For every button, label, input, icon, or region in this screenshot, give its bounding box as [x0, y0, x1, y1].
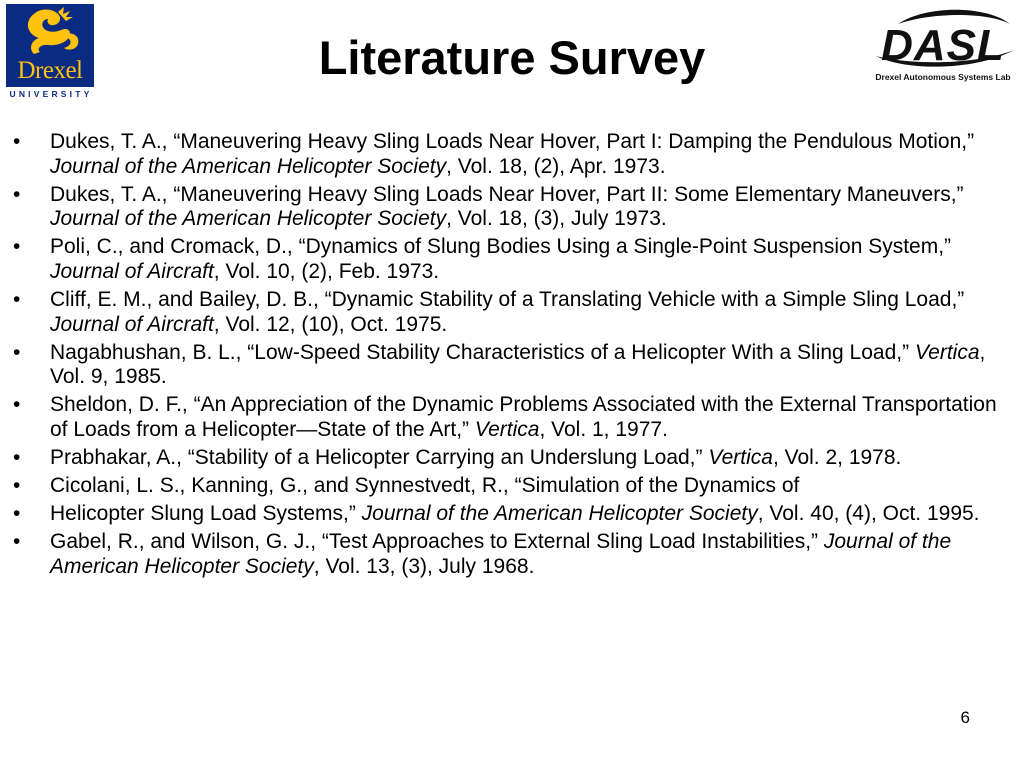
reference-text: Gabel, R., and Wilson, G. J., “Test Approaches to External Sling Load Instabilities,” [50, 530, 824, 554]
reference-details: , Vol. 40, (4), Oct. 1995. [757, 502, 980, 526]
dasl-logo [868, 6, 1018, 84]
reference-item [0, 502, 1024, 527]
reference-text: Helicopter Slung Load Systems,” [50, 502, 362, 526]
drexel-university-logo [6, 4, 96, 102]
reference-details: , Vol. 2, 1978. [772, 446, 902, 470]
reference-details: , Vol. 18, (3), July 1973. [446, 207, 667, 231]
bullet: • [13, 130, 21, 153]
bullet: • [13, 182, 21, 206]
slide-title: Literature Survey [318, 31, 706, 84]
reference-text: Cicolani, L. S., Kanning, G., and Synnestvedt, R., “Simulation of the Dynamics of [50, 474, 800, 498]
reference-journal: Vertica [914, 340, 980, 364]
page-number: 6 [960, 708, 970, 727]
drexel-university-subtitle: UNIVERSITY [9, 89, 93, 99]
reference-journal: Vertica [474, 418, 540, 442]
reference-item [0, 530, 1024, 579]
reference-text: Cliff, E. M., and Bailey, D. B., “Dynamic Stability of a Translating Vehicle with a Simple Sling Load,” [50, 288, 965, 312]
bullet: • [13, 340, 21, 364]
bullet: • [13, 235, 21, 259]
reference-journal: Journal of Aircraft [50, 259, 214, 283]
reference-text: Sheldon, D. F., “An Appreciation of the Dynamic Problems Associated with the External Transportation of Loads from a Helicopter—State of the Art,” [50, 393, 997, 442]
reference-item [0, 393, 1024, 442]
reference-details: , Vol. 1, 1977. [539, 418, 668, 442]
reference-journal: Journal of the American Helicopter Society [50, 207, 447, 231]
reference-details: , Vol. 13, (3), July 1968. [313, 555, 535, 578]
reference-text: Dukes, T. A., “Maneuvering Heavy Sling Loads Near Hover, Part II: Some Elementary Maneuvers,” [50, 182, 964, 206]
bullet: • [13, 393, 21, 417]
bullet: • [13, 288, 21, 312]
bullet: • [13, 474, 21, 498]
reference-details: , Vol. 18, (2), Apr. 1973. [446, 154, 666, 178]
drexel-logo-box [6, 4, 94, 87]
reference-text: Dukes, T. A., “Maneuvering Heavy Sling Loads Near Hover, Part I: Damping the Pendulous Motion,” [50, 130, 975, 153]
bullet: • [13, 446, 21, 470]
bullet: • [13, 530, 21, 554]
reference-item [0, 446, 1024, 471]
dasl-subtitle: Drexel Autonomous Systems Lab [875, 72, 1011, 82]
reference-text: Nagabhushan, B. L., “Low-Speed Stability Characteristics of a Helicopter With a Sling Load,” [50, 340, 915, 364]
reference-list [0, 130, 1024, 583]
reference-details: , Vol. 9, 1985. [50, 340, 986, 389]
reference-text: Poli, C., and Cromack, D., “Dynamics of Slung Bodies Using a Single-Point Suspension System,” [50, 235, 952, 259]
reference-item [0, 341, 1024, 390]
reference-journal: Journal of the American Helicopter Society [50, 530, 952, 578]
reference-item [0, 183, 1024, 232]
drexel-wordmark: Drexel [17, 57, 83, 84]
reference-details: , Vol. 10, (2), Feb. 1973. [213, 259, 440, 283]
reference-journal: Vertica [708, 446, 773, 470]
reference-item [0, 235, 1024, 284]
dasl-wordmark: DASL [881, 21, 1005, 70]
bullet: • [13, 502, 21, 526]
reference-journal: Journal of the American Helicopter Society [361, 502, 758, 526]
reference-journal: Journal of Aircraft [50, 312, 214, 336]
reference-journal: Journal of the American Helicopter Society [50, 154, 447, 178]
reference-text: Prabhakar, A., “Stability of a Helicopter Carrying an Underslung Load,” [50, 446, 709, 470]
reference-item [0, 130, 1024, 179]
reference-item [0, 288, 1024, 337]
reference-item [0, 474, 1024, 499]
reference-details: , Vol. 12, (10), Oct. 1975. [213, 312, 448, 336]
